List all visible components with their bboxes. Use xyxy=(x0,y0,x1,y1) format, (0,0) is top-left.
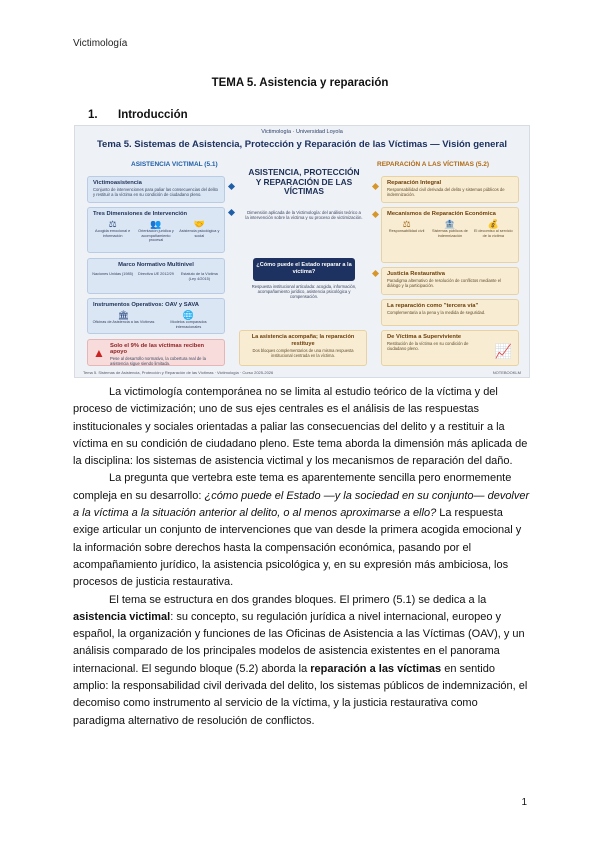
box-text: Conjunto de intervenciones para paliar las consecuencias del delito y restituir a la víctima en su condición de ciudadano pleno. xyxy=(93,187,219,197)
handshake-icon: 🤝 xyxy=(193,219,205,229)
instrument-item: 🌐 Modelos comparados internacionales xyxy=(157,310,219,329)
norm-item: Directiva UE 2012/29 xyxy=(138,272,174,276)
economic-repair-box xyxy=(381,207,519,263)
center-title: ASISTENCIA, PROTECCIÓN Y REPARACIÓN DE LAS VÍCTIMAS xyxy=(248,167,360,196)
box-title: Reparación Integral xyxy=(387,180,442,186)
key-question: ¿cómo puede el Estado —y la sociedad en su conjunto— devolver a la víctima a la situación anterior al delito, o al menos aproximarse a ello? xyxy=(73,489,530,520)
warning-icon: ▲ xyxy=(93,346,105,360)
box-title: De Víctima a Superviviente xyxy=(387,334,462,340)
integral-repair-box xyxy=(381,176,519,203)
dimension-item: ⚖ Acogida emocional e información xyxy=(92,219,134,243)
norm-item: Naciones Unidas (1985) xyxy=(92,272,134,276)
normative-box xyxy=(87,258,225,294)
connector-diamond xyxy=(372,270,379,277)
norm-item: Estatuto de la Víctima (Ley 4/2015) xyxy=(180,272,218,281)
page-title: TEMA 5. Asistencia y reparación xyxy=(211,77,389,89)
infographic-caption: Tema 5. Sistemas de Asistencia, Protección y Reparación de las Víctimas · Victimología · Curso 2025-2026 xyxy=(83,370,274,375)
running-header: Victimología xyxy=(73,38,128,49)
conclusion-text: Dos bloques complementarios de una misma respuesta institucional centrada en la víctima. xyxy=(252,348,354,358)
center-question: ¿Cómo puede el Estado reparar a la víctima? xyxy=(253,258,355,281)
page-number: 1 xyxy=(521,797,527,808)
box-title: Solo el 9% de las víctimas reciben apoyo xyxy=(110,343,205,355)
connector-diamond xyxy=(372,183,379,190)
restorative-justice-box xyxy=(381,267,519,295)
growth-chart-icon: 📈 xyxy=(494,343,512,359)
center-conclusion-box xyxy=(239,330,367,366)
box-text: Paradigma alternativo de resolución de conflictos mediante el diálogo y la participación. xyxy=(387,278,502,288)
term-reparacion: reparación a las víctimas xyxy=(310,662,442,675)
mechanism-item: 💰 El decomiso al servicio de la víctima xyxy=(474,219,513,238)
box-title: Justicia Restaurativa xyxy=(387,271,445,277)
section-heading xyxy=(88,109,188,121)
scale-icon: ⚖ xyxy=(402,219,411,229)
dimensions-box xyxy=(87,207,225,253)
third-way-box xyxy=(381,299,519,326)
overview-infographic xyxy=(74,125,530,378)
building-icon: 🏛 xyxy=(117,310,130,320)
scale-icon: ⚖ xyxy=(108,219,117,229)
people-icon: 👥 xyxy=(150,219,162,229)
box-text: Responsabilidad civil derivada del delito y sistemas públicos de indemnización. xyxy=(387,187,505,197)
paragraph-3: El tema se estructura en dos grandes bloques. El primero (5.1) se dedica a la asistencia victimal: su concepto, su regulación jurídica a nivel internacional, europeo y español, la organización y funciones de las Oficinas de Asistencia a las Víctimas (OAV), y un análisis comparado de los principales modelos de asistencia existentes en el panorama internacional. El segundo bloque (5.2) aborda la reparación a las víctimas en sentido amplio: la responsabilidad civil derivada del delito, los sistemas públicos de indemnización, el decomiso como instrumento al servicio de la víctima, y la justicia restaurativa como paradigma alternativo de resolución de conflictos. xyxy=(73,593,528,727)
box-title: La reparación como "tercera vía" xyxy=(387,303,479,309)
instruments-box xyxy=(87,298,225,334)
mechanism-item: 🏦 Sistemas públicos de indemnización xyxy=(429,219,471,238)
box-title: Instrumentos Operativos: OAV y SAVA xyxy=(93,302,199,308)
infographic-title: Tema 5. Sistemas de Asistencia, Protección y Reparación de las Víctimas — Visión general xyxy=(96,139,508,150)
right-column-heading: REPARACIÓN A LAS VÍCTIMAS (5.2) xyxy=(377,161,490,168)
box-title: Victimoasistencia xyxy=(93,180,142,186)
infographic-brand: NOTEBOOKLM xyxy=(492,370,521,375)
globe-icon: 🌐 xyxy=(182,310,195,320)
paragraph-1: La victimología contemporánea no se limita al estudio teórico de la víctima y del proceso de victimización; uno de sus ejes centrales es el análisis de las respuestas institucionales y sociales orientadas a paliar las consecuencias del delito y a restituir a la víctima en su condición de ciudadano pleno. Este tema aborda la dimensión más aplicada de la disciplina: los sistemas de asistencia victimal y los mecanismos de reparación del daño. xyxy=(73,386,528,468)
dimension-item: 🤝 Asistencia psicológica y social xyxy=(179,219,220,238)
coverage-alert-box xyxy=(87,339,225,366)
instrument-item: 🏛 Oficinas de Asistencia a las Víctimas xyxy=(92,310,155,324)
center-question-text: Respuesta institucional articulada: acogida, información, acompañamiento jurídico, asistencia psicológica y compensación. xyxy=(251,284,357,299)
money-icon: 💰 xyxy=(487,219,499,229)
body-text xyxy=(73,384,531,730)
connector-diamond xyxy=(228,183,235,190)
section-title: Introducción xyxy=(118,109,188,121)
box-text: Pese al desarrollo normativo, la cobertura real de la asistencia sigue siendo limitada. xyxy=(110,356,206,366)
term-asistencia-victimal: asistencia victimal xyxy=(73,610,171,623)
box-text: Restitución de la víctima en su condición de ciudadano pleno. xyxy=(387,341,469,351)
connector-diamond xyxy=(372,211,379,218)
dimension-item: 👥 Orientación jurídica y acompañamiento procesal xyxy=(135,219,177,243)
mechanism-item: ⚖ Responsabilidad civil xyxy=(386,219,428,238)
paragraph-2: La pregunta que vertebra este tema es aparentemente sencilla pero enormemente compleja en su desarrollo: ¿cómo puede el Estado —y la sociedad en su conjunto— devolver a la víctima a la situación anterior al delito, o al menos aproximarse a ello? La respuesta exige articular un conjunto de intervenciones que van desde la primera acogida emocional y la información sobre derechos hasta la compensación económica, pasando por el acompañamiento jurídico, la asistencia psicológica y, en su expresión más ambiciosa, los procesos de justicia restaurativa. xyxy=(73,472,530,589)
bank-icon: 🏦 xyxy=(444,219,456,229)
victimoasistencia-box xyxy=(87,176,225,203)
connector-diamond xyxy=(228,209,235,216)
left-column-heading: ASISTENCIA VICTIMAL (5.1) xyxy=(131,161,218,168)
box-title: Tres Dimensiones de Intervención xyxy=(93,211,188,217)
section-number: 1. xyxy=(88,109,98,121)
box-title: Mecanismos de Reparación Económica xyxy=(387,211,496,217)
conclusion-title: La asistencia acompaña; la reparación restituye xyxy=(251,334,355,347)
infographic-top-label: Victimología · Universidad Loyola xyxy=(261,129,343,135)
center-text: Dimensión aplicada de la Victimología: del análisis teórico a la intervención sobre la víctima y su proceso de victimización. xyxy=(245,210,363,221)
survivor-box xyxy=(381,330,519,366)
box-title: Marco Normativo Multinivel xyxy=(118,262,194,268)
box-text: Complementaria a la pena y la medida de seguridad. xyxy=(387,310,486,315)
